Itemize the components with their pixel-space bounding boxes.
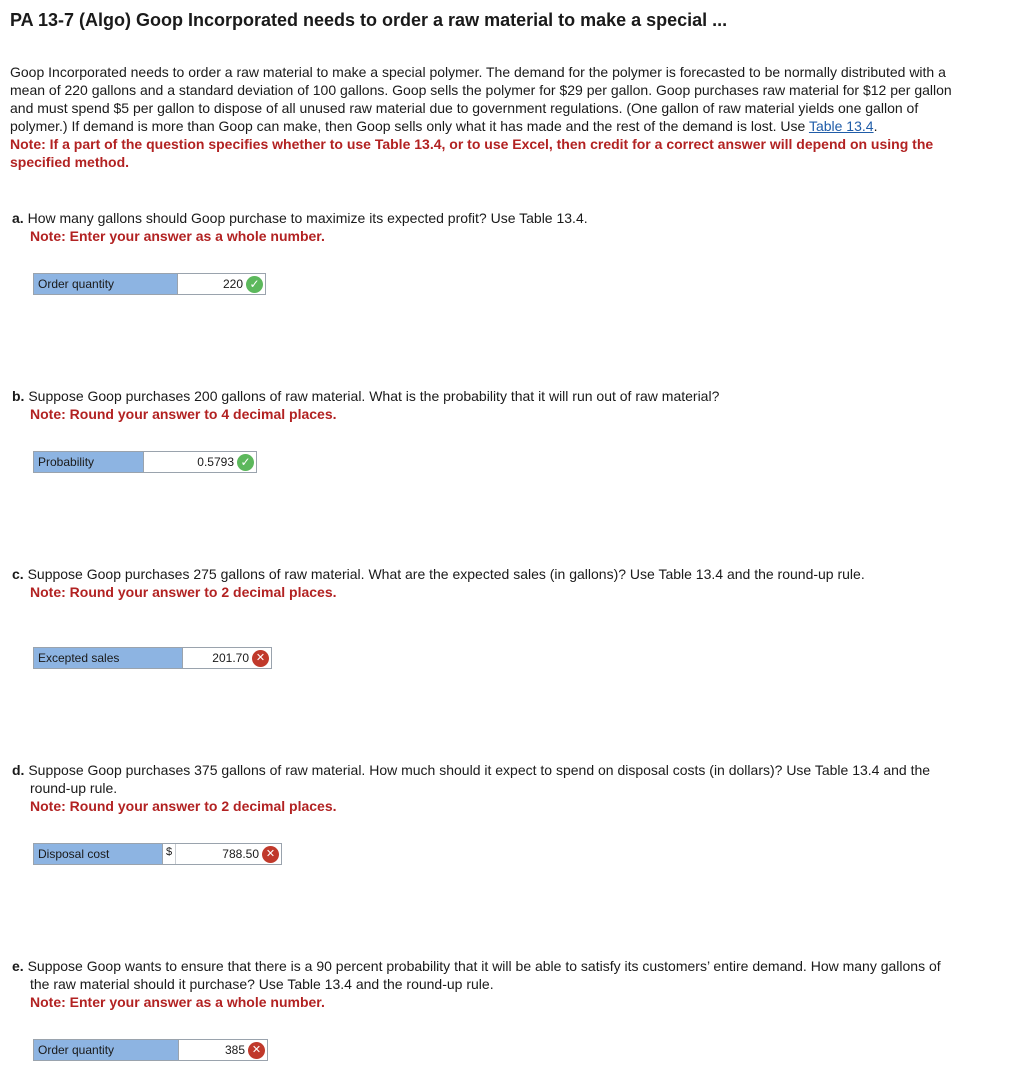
part-c-answer-input[interactable] (183, 648, 271, 668)
part-d-letter: d. (12, 762, 25, 778)
part-e-answer-row (33, 1039, 268, 1061)
intro-text: Goop Incorporated needs to order a raw material to make a special polymer. The demand for the polymer is forecasted to be normally distributed with a mean of 220 gallons and a standard deviation of 100 gallons. Goop sells the polymer for $29 per gallon. Goop purchases raw material for $12 per gallon and must spend $5 per gallon to dispose of all unused raw material due to government regulations. (One gallon of raw material yields one gallon of polymer.) If demand is more than Goop can make, then Goop sells only what it has made and the rest of the demand is lost. Use (10, 64, 952, 134)
part-c-answer-row (33, 647, 272, 669)
x-icon: ✕ (252, 650, 269, 667)
part-b-note: Note: Round your answer to 4 decimal places. (30, 406, 337, 422)
part-c-letter: c. (12, 566, 24, 582)
part-b-answer-label: Probability (34, 452, 144, 472)
part-d-note: Note: Round your answer to 2 decimal places. (30, 798, 337, 814)
part-a-letter: a. (12, 210, 24, 226)
part-e-answer-input[interactable] (179, 1040, 267, 1060)
part-d-answer-label: Disposal cost (34, 844, 163, 864)
part-e-question: Suppose Goop wants to ensure that there is a 90 percent probability that it will be able to satisfy its customers’ entire demand. How many gallons of the raw material should it purchase? Use Table 13.4 and the round-up rule. (27, 958, 941, 992)
currency-symbol: $ (163, 844, 176, 864)
part-a-answer-value: 220 (222, 277, 243, 291)
check-icon: ✓ (246, 276, 263, 293)
part-b-answer-value: 0.5793 (197, 455, 234, 469)
part-a-answer-row (33, 273, 266, 295)
part-a-question: How many gallons should Goop purchase to maximize its expected profit? Use Table 13.4. (27, 210, 588, 226)
part-c-answer-value: 201.70 (212, 651, 249, 665)
part-e-note: Note: Enter your answer as a whole number. (30, 994, 325, 1010)
intro-after-link: . (873, 118, 878, 134)
part-b-letter: b. (12, 388, 25, 404)
part-a-answer-label: Order quantity (34, 274, 178, 294)
table-13-4-link[interactable]: Table 13.4 (808, 118, 874, 134)
part-d-question: Suppose Goop purchases 375 gallons of raw material. How much should it expect to spend on disposal costs (in dollars)? Use Table 13.4 and the round-up rule. (28, 762, 931, 796)
part-c-question: Suppose Goop purchases 275 gallons of raw material. What are the expected sales (in gallons)? Use Table 13.4 and the round-up rule. (27, 566, 865, 582)
part-c-answer-label: Excepted sales (34, 648, 183, 668)
check-icon: ✓ (237, 454, 254, 471)
part-c (12, 565, 962, 601)
part-c-note: Note: Round your answer to 2 decimal places. (30, 584, 337, 600)
part-b-answer-input[interactable] (144, 452, 256, 472)
part-e-answer-value: 385 (224, 1043, 245, 1057)
part-e-answer-label: Order quantity (34, 1040, 179, 1060)
x-icon: ✕ (248, 1042, 265, 1059)
part-d-answer-input[interactable] (176, 844, 281, 864)
page-title: PA 13-7 (Algo) Goop Incorporated needs to order a raw material to make a special ... (10, 10, 728, 30)
part-e-letter: e. (12, 958, 24, 974)
part-d-answer-row (33, 843, 282, 865)
x-icon: ✕ (262, 846, 279, 863)
intro-note: Note: If a part of the question specifies whether to use Table 13.4, or to use Excel, then credit for a correct answer will depend on using the specified method. (10, 136, 934, 170)
part-a-answer-input[interactable] (178, 274, 265, 294)
part-b-question: Suppose Goop purchases 200 gallons of raw material. What is the probability that it will run out of raw material? (28, 388, 720, 404)
part-a-note: Note: Enter your answer as a whole number. (30, 228, 325, 244)
problem-intro (10, 63, 970, 171)
part-a (12, 209, 962, 245)
part-d-answer-value: 788.50 (222, 847, 259, 861)
part-b-answer-row (33, 451, 257, 473)
part-d (12, 761, 962, 815)
part-e (12, 957, 962, 1011)
part-b (12, 387, 962, 423)
